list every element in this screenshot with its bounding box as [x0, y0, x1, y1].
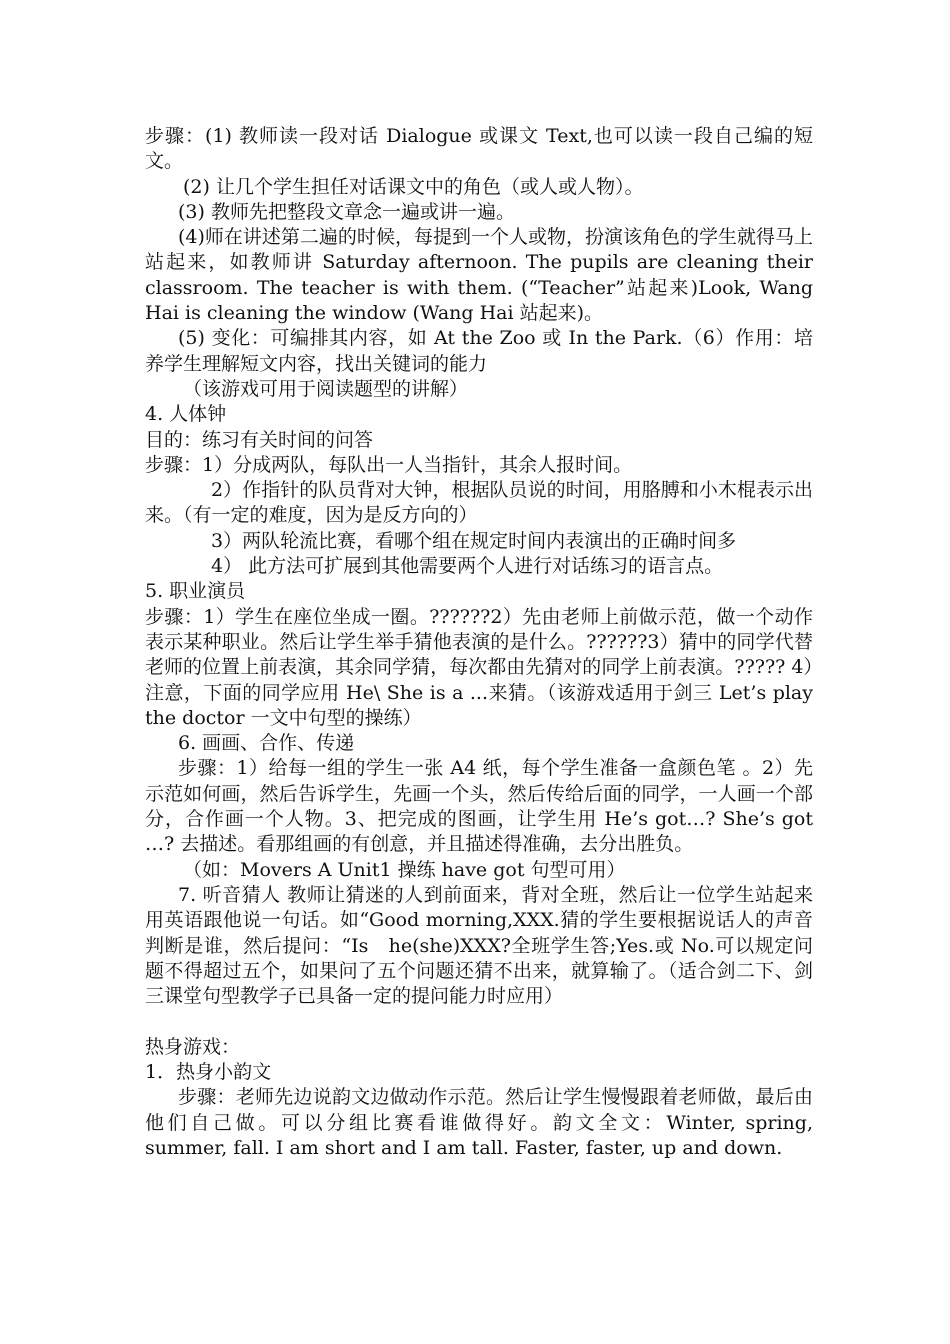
paragraph-drawing-steps: 步骤：1）给每一组的学生一张 A4 纸，每个学生准备一盒颜色笔 。2）先示范如何画，然后告诉学生，先画一个头，然后传给后面的同学，一人画一个部分，合作画一个人物。3、把完成的图画，让学生用 He’s got…? She’s got …? 去描述。看那组画的有创意，并且描述得准确，去分出胜负。 [145, 757, 813, 856]
paragraph-drawing-note: （如：Movers A Unit1 操练 have got 句型可用） [183, 858, 626, 881]
paragraph-clock-step-2: 2）作指针的队员背对大钟，根据队员说的时间，用胳膊和小木棍表示出来。（有一定的难度，因为是反方向的） [145, 479, 813, 527]
section-heading-rhyme: 1．热身小韵文 [145, 1060, 272, 1083]
paragraph-guess-voice: 7. 听音猜人 教师让猜迷的人到前面来，背对全班，然后让一位学生站起来用英语跟他说一句话。如“Good morning,XXX.猜的学生要根据说话人的声音判断是谁，然后提问：“Is he(she)XXX?全班学生答;Yes.或 No.可以规定问题不得超过五个，如果问了五个问题还猜不出来，就算输了。（适合剑二下、剑三课堂句型教学子已具备一定的提问能力时应用） [145, 883, 813, 1008]
paragraph-note-reading: （该游戏可用于阅读题型的讲解） [183, 377, 469, 400]
section-heading-body-clock: 4. 人体钟 [145, 403, 227, 426]
document-page [145, 124, 813, 1161]
paragraph-step-3: (3) 教师先把整段文章念一遍或讲一遍。 [178, 200, 515, 223]
paragraph-clock-step-1: 步骤：1）分成两队，每队出一人当指针，其余人报时间。 [145, 453, 633, 476]
paragraph-step-4: (4)师在讲述第二遍的时候，每提到一个人或物，扮演该角色的学生就得马上站起来，如教师讲 Saturday afternoon. The pupils are cleaning their classroom. The teacher is with them. (“Teacher”站起来)Look, Wang Hai is cleaning the window (Wang Hai 站起来)。 [145, 226, 813, 325]
paragraph-clock-step-4: 4） 此方法可扩展到其他需要两个人进行对话练习的语言点。 [211, 555, 724, 578]
section-heading-drawing: 6. 画画、合作、传递 [178, 732, 355, 755]
paragraph-actors-steps: 步骤：1）学生在座位坐成一圈。??????2）先由老师上前做示范，做一个动作表示某种职业。然后让学生举手猜他表演的是什么。??????3）猜中的同学代替老师的位置上前表演，其余同学猜，每次都由先猜对的同学上前表演。????? 4）注意，下面的同学应用 He\ She is a ...来猜。（该游戏适用于剑三 Let’s play the doctor 一文中句型的操练） [145, 605, 813, 729]
section-heading-actors: 5. 职业演员 [145, 580, 246, 603]
paragraph-step-5: (5) 变化：可编排其内容，如 At the Zoo 或 In the Park.（6）作用：培养学生理解短文内容，找出关键词的能力 [145, 327, 813, 375]
paragraph-steps-intro: 步骤：(1) 教师读一段对话 Dialogue 或课文 Text,也可以读一段自己编的短文。 [145, 125, 813, 173]
blank-line [145, 1009, 813, 1034]
section-heading-warmup: 热身游戏： [145, 1035, 241, 1058]
paragraph-rhyme-steps: 步骤：老师先边说韵文边做动作示范。然后让学生慢慢跟着老师做，最后由他们自己做。可以分组比赛看谁做得好。韵文全文：Winter, spring, summer, fall. I am short and I am tall. Faster, faster, up and down. [145, 1086, 813, 1159]
paragraph-step-2: (2) 让几个学生担任对话课文中的角色（或人或人物）。 [183, 175, 644, 198]
paragraph-clock-step-3: 3）两队轮流比赛，看哪个组在规定时间内表演出的正确时间多 [211, 529, 737, 552]
paragraph-purpose: 目的：练习有关时间的问答 [145, 428, 374, 451]
